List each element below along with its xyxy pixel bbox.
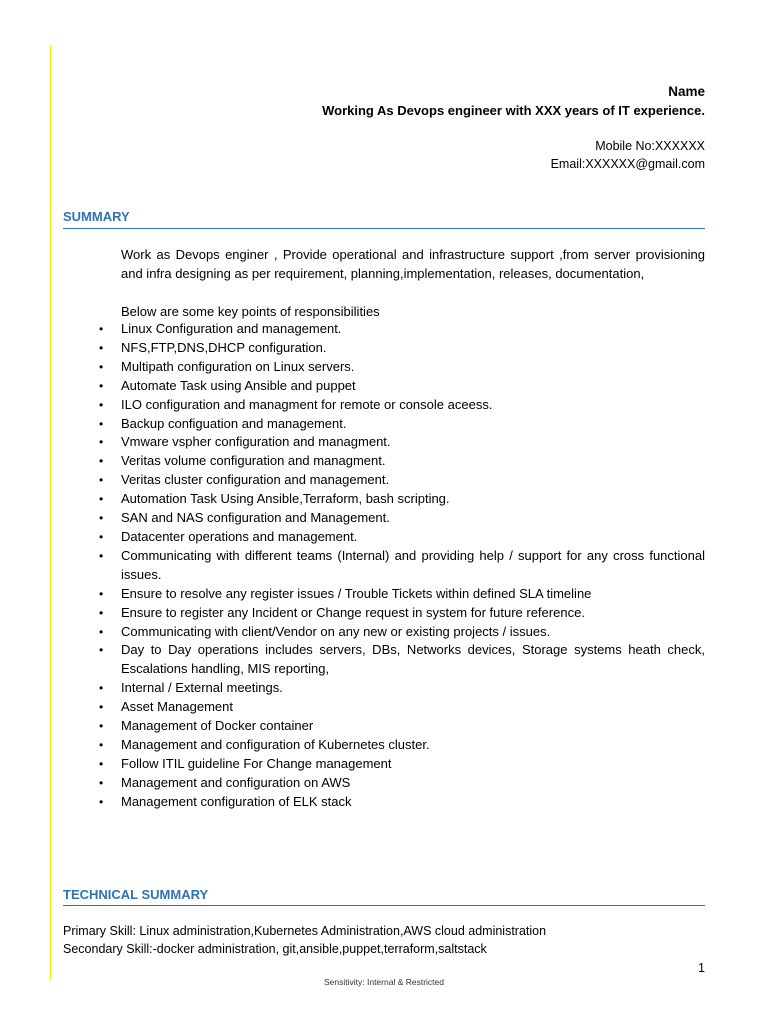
- headline: Working As Devops engineer with XXX years of IT experience.: [322, 103, 705, 118]
- responsibility-text: Follow ITIL guideline For Change management: [121, 755, 392, 771]
- summary-intro: Work as Devops enginer , Provide operational and infrastructure support ,from server provisioning and infra designing as per requirement, planning,implementation, releases, documentation,: [121, 247, 705, 281]
- responsibility-item: [0, 320, 705, 339]
- bullet-icon: •: [99, 492, 104, 507]
- responsibility-text: Ensure to resolve any register issues / Trouble Tickets within defined SLA timeline: [121, 585, 592, 601]
- responsibility-text: Internal / External meetings.: [121, 680, 283, 696]
- responsibility-item: [0, 547, 705, 585]
- bullet-icon: •: [99, 397, 104, 412]
- bullet-icon: •: [99, 775, 104, 790]
- responsibility-text: ILO configuration and managment for remote or console aceess.: [121, 396, 493, 412]
- responsibility-item: [0, 339, 705, 358]
- bullet-icon: •: [99, 794, 104, 809]
- summary-rule: [63, 228, 705, 229]
- responsibility-item: [0, 679, 705, 698]
- primary-skill: Primary Skill: Linux administration,Kubernetes Administration,AWS cloud administration: [63, 924, 547, 938]
- bullet-icon: •: [99, 756, 104, 771]
- responsibility-item: [0, 641, 705, 679]
- responsibility-text: Vmware vspher configuration and managment.: [121, 434, 391, 450]
- responsibility-text: NFS,FTP,DNS,DHCP configuration.: [121, 339, 327, 355]
- responsibility-item: [0, 698, 705, 717]
- responsibility-text: Communicating with client/Vendor on any new or existing projects / issues.: [121, 623, 551, 639]
- bullet-icon: •: [99, 511, 104, 526]
- responsibility-text: Communicating with different teams (Internal) and providing help / support for any cross functional issues.: [121, 547, 705, 582]
- responsibility-item: [0, 377, 705, 396]
- responsibilities-intro: Below are some key points of responsibilities: [121, 304, 380, 319]
- bullet-icon: •: [99, 378, 104, 393]
- responsibility-item: [0, 604, 705, 623]
- technical-summary-rule: [63, 905, 705, 906]
- bullet-icon: •: [99, 435, 104, 450]
- bullet-icon: •: [99, 416, 104, 431]
- responsibility-text: Linux Configuration and management.: [121, 321, 342, 336]
- responsibility-text: Veritas volume configuration and managment.: [121, 453, 386, 469]
- responsibility-text: Management and configuration on AWS: [121, 774, 351, 790]
- bullet-icon: •: [99, 359, 104, 374]
- responsibility-text: Automate Task using Ansible and puppet: [121, 377, 356, 393]
- responsibility-item: [0, 717, 705, 736]
- responsibility-item: [0, 490, 705, 509]
- responsibility-text: Management configuration of ELK stack: [121, 793, 352, 809]
- responsibility-text: Veritas cluster configuration and management.: [121, 472, 390, 488]
- bullet-icon: •: [99, 586, 104, 601]
- bullet-icon: •: [99, 737, 104, 752]
- responsibility-item: [0, 623, 705, 642]
- responsibility-item: [0, 358, 705, 377]
- bullet-icon: •: [99, 719, 104, 734]
- bullet-icon: •: [99, 548, 104, 563]
- mobile-number: Mobile No:XXXXXX: [595, 139, 705, 153]
- responsibility-text: Ensure to register any Incident or Change request in system for future reference.: [121, 604, 585, 620]
- responsibility-item: [0, 471, 705, 490]
- bullet-icon: •: [99, 681, 104, 696]
- bullet-icon: •: [99, 605, 104, 620]
- responsibility-item: [0, 396, 705, 415]
- secondary-skill: Secondary Skill:-docker administration, git,ansible,puppet,terraform,saltstack: [63, 942, 487, 956]
- bullet-icon: •: [99, 454, 104, 469]
- bullet-icon: •: [99, 624, 104, 639]
- responsibility-item: [0, 509, 705, 528]
- sensitivity-footer: Sensitivity: Internal & Restricted: [324, 977, 444, 987]
- responsibility-text: Multipath configuration on Linux servers.: [121, 358, 355, 374]
- responsibility-item: [0, 433, 705, 452]
- responsibility-item: [0, 585, 705, 604]
- bullet-icon: •: [99, 473, 104, 488]
- responsibility-item: [0, 793, 705, 812]
- responsibility-item: [0, 528, 705, 547]
- email-address: Email:XXXXXX@gmail.com: [550, 157, 705, 171]
- technical-summary-heading: TECHNICAL SUMMARY: [63, 887, 209, 902]
- responsibility-text: SAN and NAS configuration and Management.: [121, 510, 390, 526]
- bullet-icon: •: [99, 340, 104, 355]
- responsibility-text: Asset Management: [121, 699, 234, 715]
- responsibility-item: [0, 415, 705, 434]
- responsibility-item: [0, 736, 705, 755]
- responsibility-text: Automation Task Using Ansible,Terraform, bash scripting.: [121, 491, 450, 507]
- responsibility-item: [0, 755, 705, 774]
- candidate-name: Name: [668, 84, 705, 99]
- page-number: 1: [698, 961, 705, 975]
- responsibility-text: Day to Day operations includes servers, DBs, Networks devices, Storage systems heath check, Escalations handling, MIS reporting,: [121, 642, 705, 677]
- responsibility-item: [0, 774, 705, 793]
- bullet-icon: •: [99, 529, 104, 544]
- responsibility-text: Datacenter operations and management.: [121, 528, 358, 544]
- responsibility-text: Management and configuration of Kubernetes cluster.: [121, 736, 430, 752]
- summary-heading: SUMMARY: [63, 209, 130, 224]
- bullet-icon: •: [99, 322, 104, 336]
- responsibility-text: Backup configuation and management.: [121, 415, 347, 431]
- responsibilities-list: [0, 320, 768, 812]
- bullet-icon: •: [99, 700, 104, 715]
- bullet-icon: •: [99, 643, 104, 658]
- responsibility-text: Management of Docker container: [121, 718, 314, 734]
- responsibility-item: [0, 452, 705, 471]
